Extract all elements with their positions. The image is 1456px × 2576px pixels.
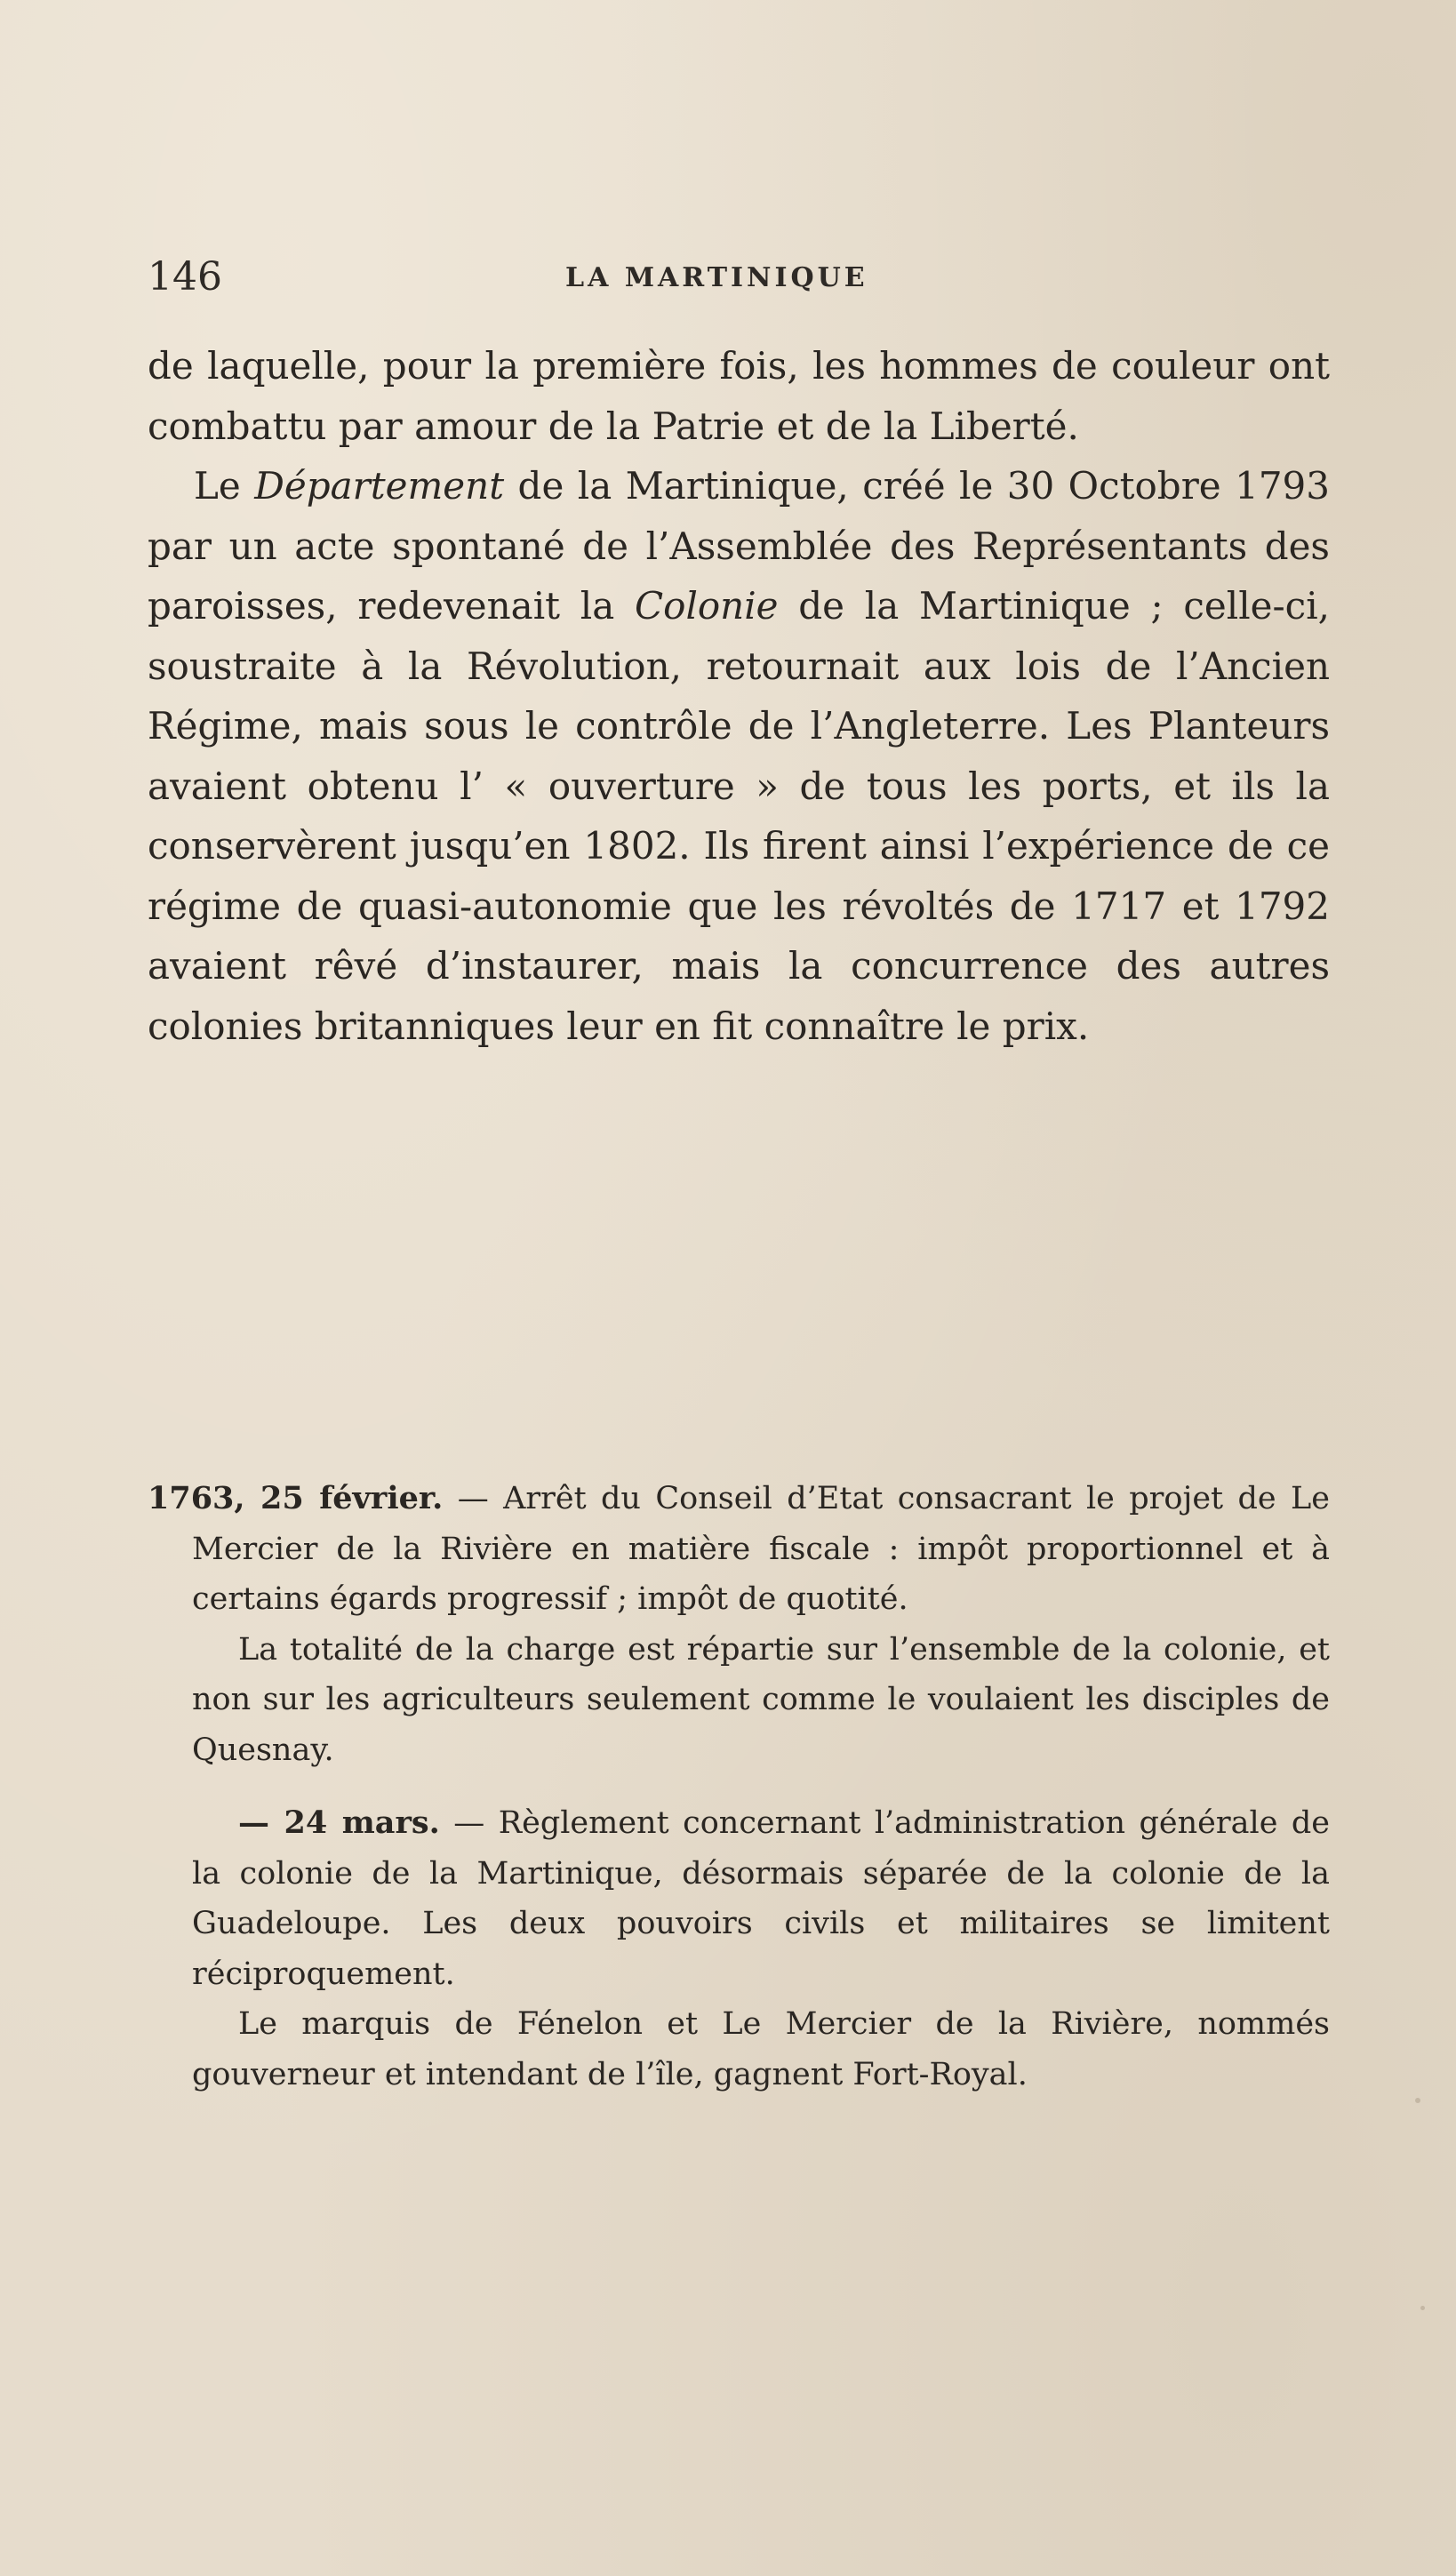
italic-colonie: Colonie	[635, 584, 779, 628]
paper-speck	[1415, 2098, 1420, 2103]
text-run: de la Martinique ; celle-ci, soustraite à la Révolution, retournait aux lois de l’Ancien Régime, mais sous le contrôle de l’Angleterre. Les Planteurs avaient obtenu l’ « ouverture » de tous les ports, et ils la conservèrent jusqu’en 1802. Ils firent ainsi l’expérience de ce régime de quasi-autonomie que les révoltés de 1717 et 1792 avaient rêvé d’instaurer, mais la concurrence des autres colonies britanniques leur en fit connaître le prix.	[148, 584, 1330, 1048]
paragraph-continuation: de laquelle, pour la première fois, les hommes de couleur ont combattu par amour de la Patrie et de la Liberté.	[148, 344, 1330, 448]
chronology-entry-1763-fevrier	[148, 1474, 1330, 1625]
entry-subparagraph: La totalité de la charge est répartie sur l’ensemble de la colonie, et non sur les agriculteurs seulement comme le voulaient les disciples de Quesnay.	[192, 1631, 1330, 1768]
italic-departement: Département	[254, 464, 505, 508]
entry-date: — 24 mars.	[238, 1804, 440, 1841]
page-number: 146	[148, 254, 222, 300]
chronology-entry-mars	[148, 1798, 1330, 1999]
entry-text: — Arrêt du Conseil d’Etat consacrant le projet de Le Mercier de la Rivière en matière fiscale : impôt proportionnel et à certains égards progressif ; impôt de quotité.	[192, 1481, 1330, 1617]
paragraph-departement	[148, 456, 1330, 1056]
text-run: de la Martinique, créé le 30 Octobre 1793 par un acte spontané de l’Assemblée des Représentants des paroisses, redevenait la	[148, 464, 1330, 628]
entry-subparagraph: Le marquis de Fénelon et Le Mercier de la Rivière, nommés gouverneur et intendant de l’île, gagnent Fort-Royal.	[192, 2006, 1330, 2092]
entry-date: 1763, 25 février.	[148, 1480, 444, 1516]
chronology-notes	[148, 1474, 1330, 2100]
running-head	[148, 251, 1330, 304]
entry-text: — Règlement concernant l’administration générale de la colonie de la Martinique, désormais séparée de la colonie de la Guadeloupe. Les deux pouvoirs civils et militaires se limitent réciproquement.	[192, 1805, 1330, 1992]
text-run: Le	[194, 464, 255, 508]
main-text	[148, 336, 1330, 1056]
paper-speck	[1420, 2306, 1425, 2310]
running-title: LA MARTINIQUE	[565, 262, 868, 293]
